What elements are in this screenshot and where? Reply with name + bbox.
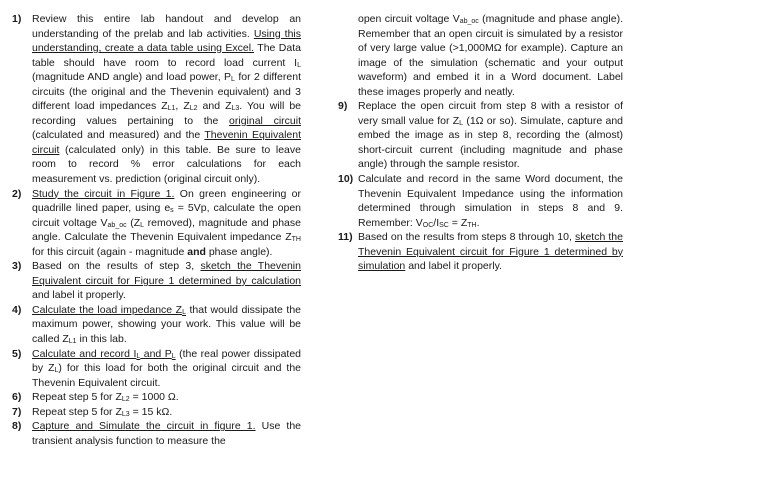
list-item <box>12 390 301 405</box>
item-number: 10) <box>338 173 354 186</box>
text-run: phase angle). <box>205 245 273 258</box>
text-run: that would dissipate the maximum power, showing your work. This value will be called Z <box>32 303 302 346</box>
list-item <box>338 230 623 274</box>
item-text <box>32 419 301 448</box>
subscript: L <box>297 61 301 69</box>
list-item <box>12 405 301 420</box>
text-run: sketch the Thevenin Equivalent circuit for Figure 1 determined by simulation <box>358 231 623 273</box>
subscript: L1 <box>167 105 176 113</box>
item-text <box>32 12 301 187</box>
item-text <box>32 187 301 260</box>
item-number: 3) <box>12 260 22 273</box>
list-item <box>12 259 301 303</box>
text-run: Review this entire lab handout and develop an understanding of the prelab and lab activities. <box>32 13 301 40</box>
text-run: (calculated only) in this table. Be sure to leave room to record % error calculations for each measurement vs. prediction (original circuit only). <box>32 143 301 186</box>
subscript: L <box>231 76 235 84</box>
text-run: (1Ω or so). Simulate, capture and embed the image as in step 8, recording the (almost) short-circuit current (including magnitude and phase angle) through the sample resistor. <box>358 114 623 171</box>
text-run: (magnitude and phase angle). Remember that an open circuit is simulated by a resistor of very large value (>1,000MΩ for example). Capture an image of the simulation (schematic and your output waveform) and embed it in a Word document. Label these images properly and neatly. <box>358 13 623 98</box>
text-run: = Z <box>448 216 468 229</box>
text-run: original circuit <box>229 114 301 127</box>
text-run: for 2 different circuits (the original and the Thevenin equivalent) and 3 different load impedances Z <box>32 71 301 113</box>
item-text <box>32 390 301 405</box>
subscript: L <box>54 367 59 375</box>
text-run: Repeat step 5 for Z <box>32 405 122 418</box>
subscript: L <box>136 352 141 360</box>
text-run: Using this understanding, create a data table using Excel. <box>32 27 301 55</box>
text-run: and label it properly. <box>405 260 502 273</box>
item-text <box>32 405 301 420</box>
text-run: sketch the Thevenin Equivalent circuit for Figure 1 determined by calculation <box>32 260 301 287</box>
list-item <box>338 12 623 99</box>
subscript: ab_oc <box>107 221 127 229</box>
text-run: Use the transient analysis function to measure the <box>32 420 302 447</box>
text-run: The Data table should have room to record load current I <box>32 42 301 69</box>
list-item <box>12 347 301 391</box>
item-text <box>32 303 301 347</box>
subscript: L <box>182 308 186 316</box>
text-run: (Z <box>126 216 141 229</box>
list-item <box>12 303 301 347</box>
subscript: L <box>459 119 464 127</box>
item-number: 2) <box>12 187 22 200</box>
text-run: Thevenin Equivalent circuit <box>32 129 301 156</box>
item-text <box>358 230 623 274</box>
text-run: Capture and Simulate the circuit in figure 1. <box>32 420 256 433</box>
text-run: Calculate and record I <box>32 347 137 360</box>
text-run: Calculate and record in the same Word document, the Thevenin Equivalent Impedance using the information determined through simulation in steps 8 and 9. Remember: V <box>358 173 623 229</box>
text-run: , Z <box>175 100 190 113</box>
item-number: 4) <box>12 303 22 316</box>
list-item <box>12 187 301 260</box>
item-text <box>32 259 301 303</box>
item-text <box>358 172 623 230</box>
text-run: (calculated and measured) and the <box>32 129 205 142</box>
item-text <box>358 12 623 99</box>
subscript: s <box>170 207 174 215</box>
text-run: (magnitude AND angle) and load power, P <box>32 71 232 84</box>
text-run: Replace the open circuit from step 8 with a resistor of very small value for Z <box>358 100 623 127</box>
text-run: = 5Vp, calculate the open circuit voltage V <box>32 202 301 229</box>
subscript: L2 <box>189 105 198 113</box>
list-item <box>338 99 623 172</box>
subscript: L3 <box>231 105 240 113</box>
text-run: (the real power dissipated by Z <box>32 347 302 375</box>
text-run: . You will be recording values pertaining to the <box>32 100 301 127</box>
text-run: and P <box>140 347 172 360</box>
subscript: TH <box>467 221 477 229</box>
item-number: 5) <box>12 347 22 360</box>
subscript: L <box>140 221 145 229</box>
text-run: and Z <box>197 100 232 113</box>
text-run: for this circuit (again - magnitude <box>32 245 188 258</box>
subscript: OC <box>422 221 434 229</box>
item-number: 11) <box>338 231 353 244</box>
text-run: open circuit voltage V <box>358 13 460 25</box>
item-number: 6) <box>12 391 22 404</box>
subscript: ab_oc <box>459 18 479 25</box>
text-run: Calculate the load impedance Z <box>32 303 183 316</box>
subscript: TH <box>291 236 301 244</box>
list-item <box>338 172 623 230</box>
text-run: /I <box>433 216 440 229</box>
subscript: L3 <box>121 410 130 418</box>
item-number: 7) <box>12 405 22 418</box>
list-item <box>12 12 301 187</box>
subscript: L <box>171 352 176 360</box>
text-run: in this lab. <box>76 333 127 346</box>
item-number: 9) <box>338 100 348 113</box>
subscript: SC <box>439 221 449 229</box>
text-run: = 1000 Ω. <box>129 391 179 404</box>
text-run: Repeat step 5 for Z <box>32 391 122 404</box>
left-column <box>12 12 301 448</box>
item-number: 8) <box>12 420 22 433</box>
subscript: L1 <box>68 338 77 346</box>
text-run: and <box>187 245 206 258</box>
item-text <box>358 99 623 172</box>
text-run: Based on the results of step 3, <box>32 260 201 273</box>
text-run: ) for this load for both the original circuit and the Thevenin Equivalent circuit. <box>32 362 302 389</box>
text-run: . <box>476 216 480 229</box>
subscript: L2 <box>121 396 130 404</box>
list-item <box>12 419 301 448</box>
text-run: Study the circuit in Figure 1. <box>32 187 175 200</box>
item-number: 1) <box>12 13 22 25</box>
text-run: = 15 kΩ. <box>129 405 173 418</box>
item-text <box>32 347 301 391</box>
text-run: and label it properly. <box>32 289 126 302</box>
text-run: removed), magnitude and phase angle. Calculate the Thevenin Equivalent impedance Z <box>32 216 301 244</box>
text-run: On green engineering or quadrille lined paper, using e <box>32 187 301 215</box>
item-number <box>338 12 358 99</box>
text-run: Based on the results from steps 8 through 10, <box>358 231 575 244</box>
right-column <box>338 12 623 274</box>
